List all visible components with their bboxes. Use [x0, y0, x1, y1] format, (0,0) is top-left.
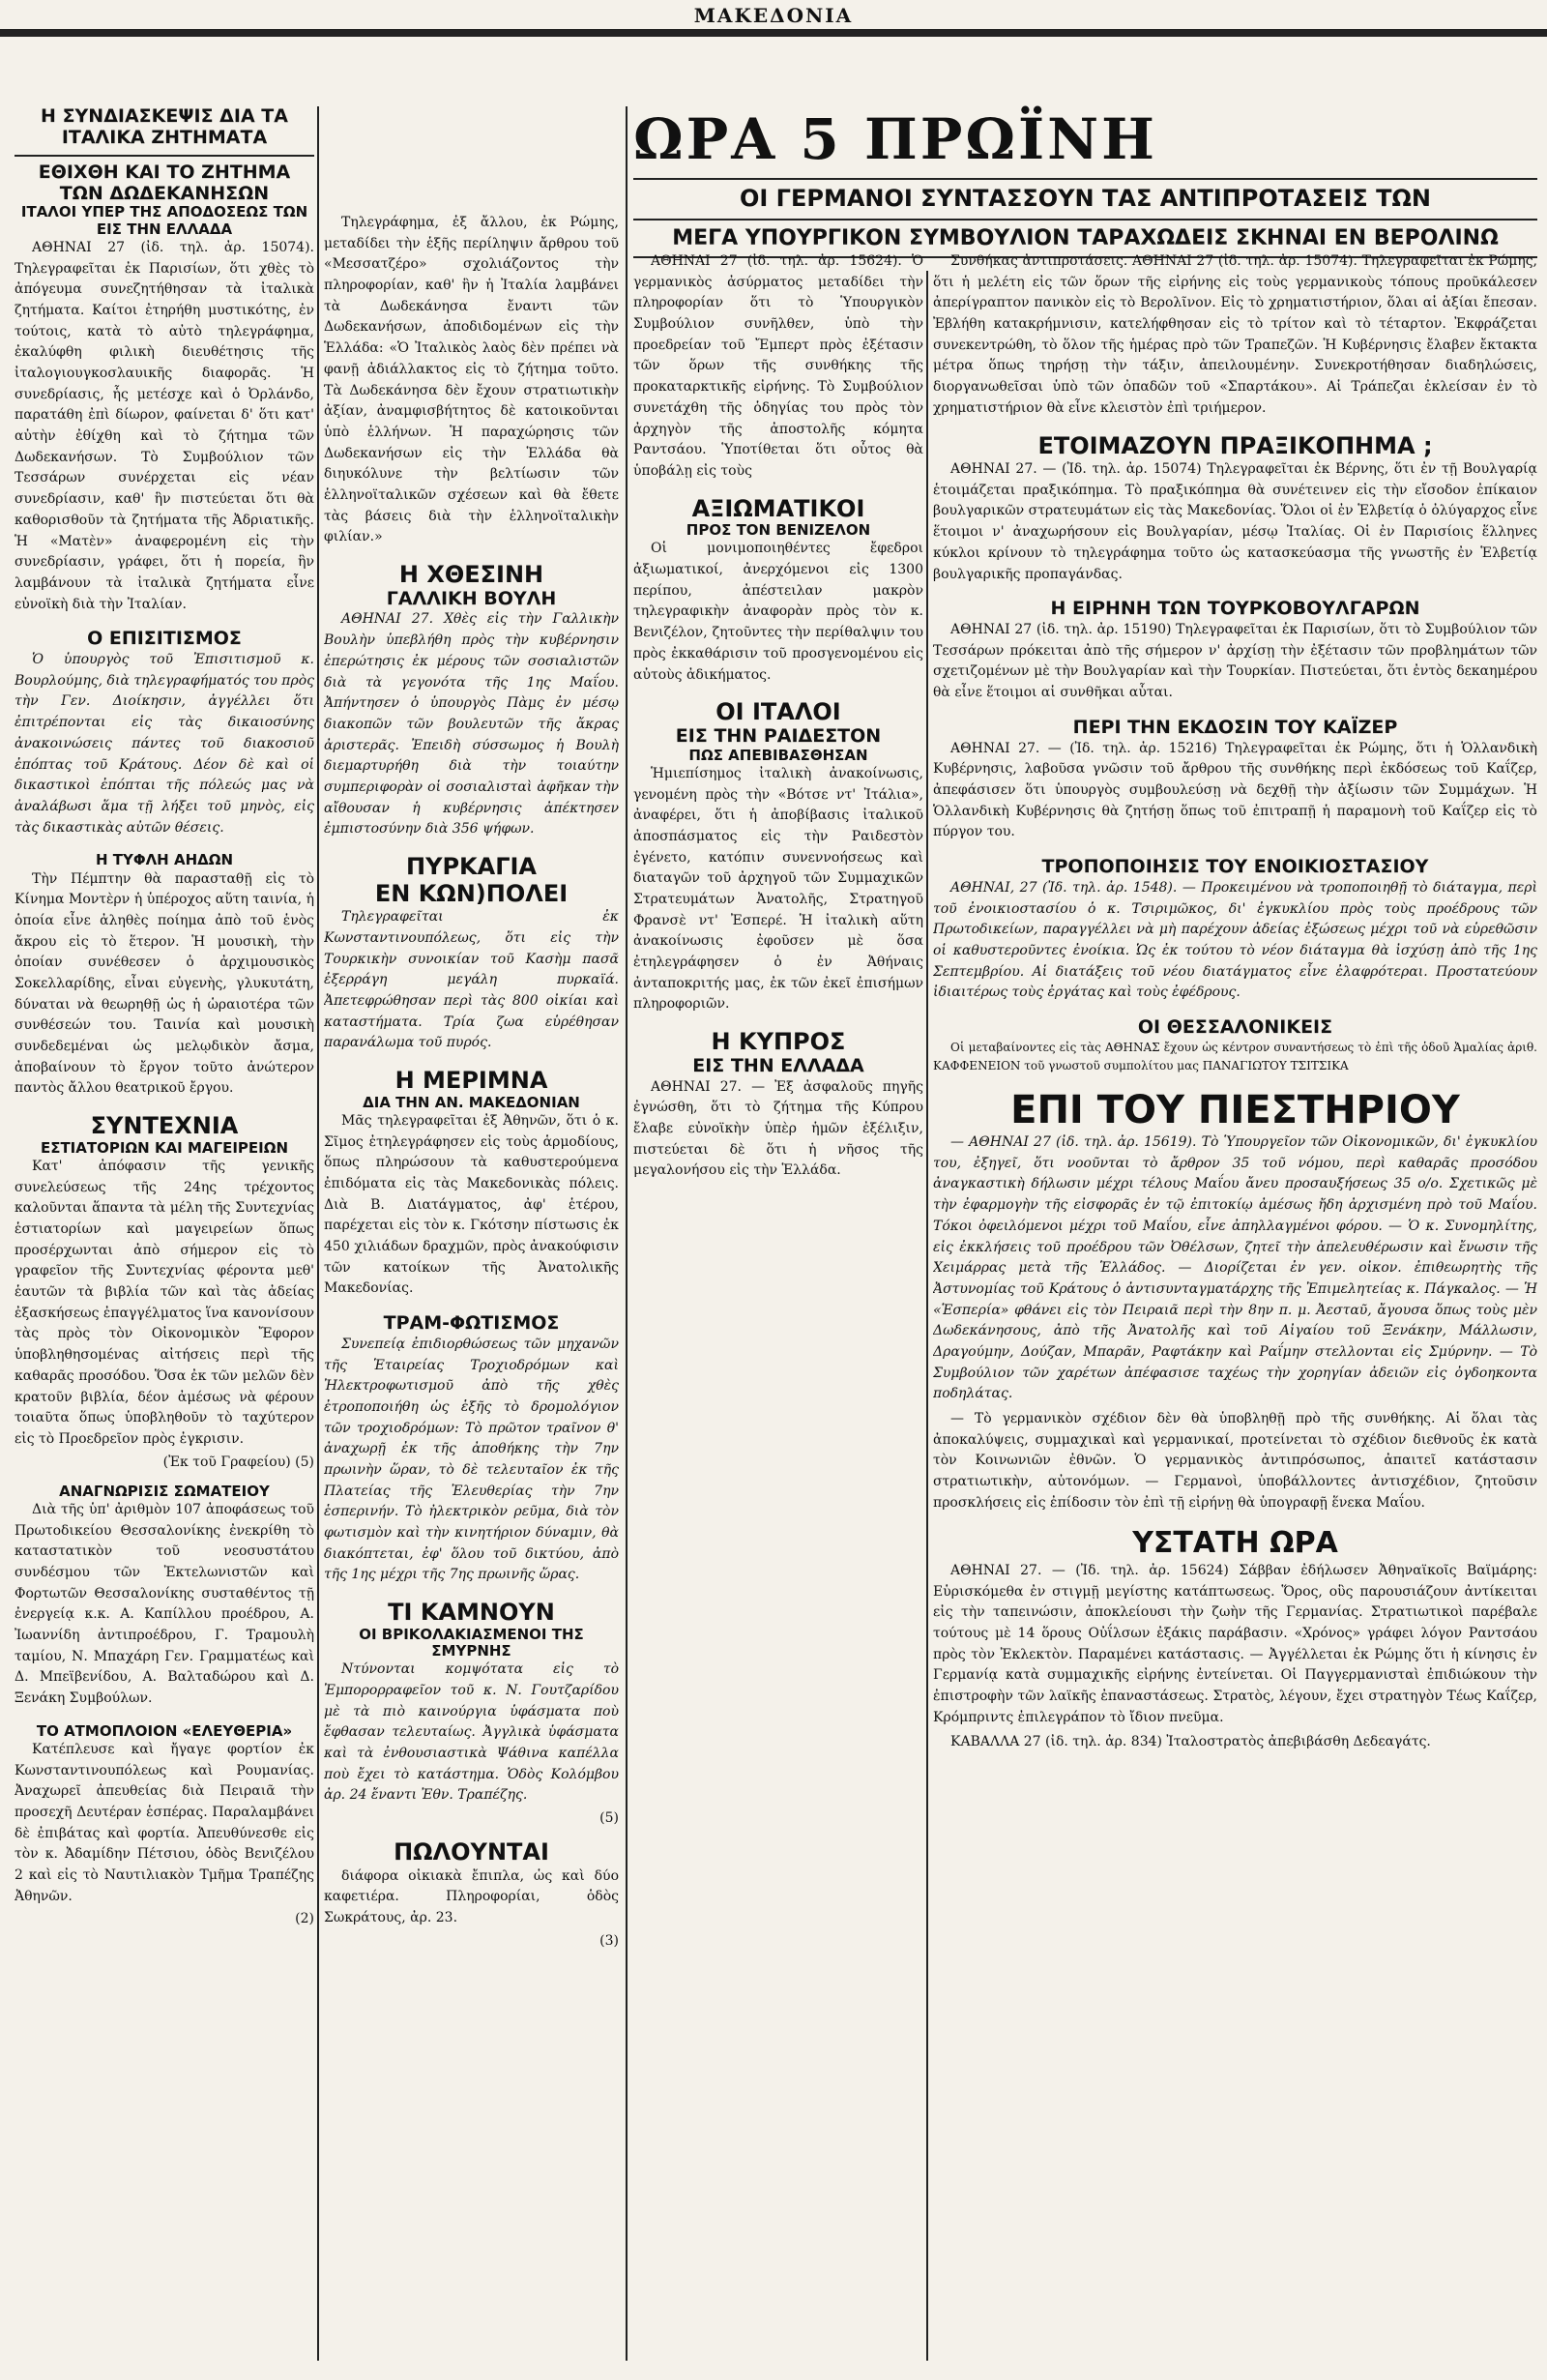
article-tropop	[933, 857, 1537, 1004]
headline: ΠΕΡΙ ΤΗΝ ΕΚΔΟΣΙΝ ΤΟΥ ΚΑΪΖΕΡ	[1072, 716, 1398, 738]
headline: ΠΩΛΟΥΝΤΑΙ	[394, 1838, 549, 1866]
article-body: ΑΘΗΝΑΙ 27 (ἰδ. τηλ. ἀρ. 15074). Τηλεγραφεῖται ἐκ Παρισίων, ὅτι χθὲς τὸ ἀπόγευμα συνεζητήθησαν τὰ ἰταλικὰ ζητήματα. Καίτοι ἐτηρήθη μυστικότης, ἐν τούτοις, κατὰ τὸ αὐτὸ τηλεγράφημα, ἐκαλύφθη φιλικὴ διευθέτησις τῆς ἰταλογιουγκοσλαυικῆς διαφορᾶς. Ἡ συνεδρίασις, ἧς μετέσχε καὶ ὁ Ὀρλάνδο, παρατάθη ἐπὶ δίωρον, φαίνεται δ' ὅτι κατ' αὐτὴν ἐθίχθη καὶ τὸ ζήτημα τῶν Δωδεκανήσων. Τὸ Συμβούλιον τῶν Τεσσάρων συνέρχεται εἰς νέαν συνεδρίασιν, καθ' ἣν πιστεύεται ὅτι θὰ καθορισθοῦν τὰ ζητήματα τῆς Ἀδριατικῆς. Ἡ «Ματὲν» ἀναφερομένη εἰς τὴν συνεδρίασιν, γράφει, ὅτι ἡ πορεία, ἣν λαμβάνουν τὰ ἰταλικὰ ζητήματα εἶνε εὐνοϊκὴ διὰ τὴν Ἰταλίαν.	[15, 239, 314, 612]
article-body: Διὰ τῆς ὑπ' ἀριθμὸν 107 ἀποφάσεως τοῦ Πρωτοδικείου Θεσσαλονίκης ἐνεκρίθη τὸ καταστατικὸν τοῦ νεοσυστάτου συνδέσμου τῶν Ἐκτελωνιστῶν καὶ Φορτωτῶν Θεσσαλονίκης συσταθέντος τῇ ἐνεργείᾳ κ.κ. Α. Καπίλλου προέδρου, Α. Ἰωαννίδη ἀντιπροέδρου, Γ. Τραμουλὴ ταμίου, Ν. Μπαχάρη Γεν. Γραμματέως καὶ Δ. Μπεϊβενίδου, Α. Βαλταδώρου καὶ Δ. Ξενάκη Συμβούλων.	[15, 1501, 314, 1706]
article-merimna	[324, 1068, 619, 1300]
column-3	[633, 106, 923, 2361]
subheadline: ΕΣΤΙΑΤΟΡΙΩΝ ΚΑΙ ΜΑΓΕΙΡΕΙΩΝ	[40, 1138, 289, 1157]
article-etoim	[933, 433, 1537, 586]
article-atmoploion	[15, 1723, 314, 1927]
article-body: Τὴν Πέμπτην θὰ παρασταθῇ εἰς τὸ Κίνημα Μοντὲρν ἡ ὑπέροχος αὕτη ταινία, ἡ ὁποία εἶνε ἀληθὲς ποίημα ἀπὸ τοῦ ἑνὸς ἄκρου εἰς τὸ ἕτερον. Ἡ μουσικὴ, τὴν ὁποίαν συνέθεσεν ὁ ἀρχιμουσικὸς Σοκελλαρίδης, εἶναι εὐγενὴς, γλυκυτάτη, δύναται νὰ θεωρηθῇ ὡς ἡ ὡραιοτέρα τῶν συνθέσεών του. Ταινία καὶ μουσικὴ συνδεδεμέναι ὡς μελῳδικὸν ἄσμα, ἀποβαίνουν τὸ ἔργον τοῦτο ἀνώτερον παντὸς ἄλλου θεατρικοῦ ἔργου.	[15, 870, 314, 1097]
headline: Ο ΕΠΙΣΙΤΙΣΜΟΣ	[87, 628, 242, 650]
headline: ΤΙ ΚΑΜΝΟΥΝ	[388, 1599, 555, 1627]
article-body: Τηλεγράφημα, ἐξ ἄλλου, ἐκ Ρώμης, μεταδίδει τὴν ἑξῆς περίληψιν ἄρθρου τοῦ «Μεσσατζέρο» σχολιάζοντος τὴν πληροφορίαν, καθ' ἣν ἡ Ἰταλία λαμβάνει τὰ Δωδεκάνησα ἔναντι τῶν Δωδεκανήσων, ἀποδιδομένων εἰς τὴν Ἑλλάδα: «Ὁ Ἰταλικὸς λαὸς δὲν πρέπει νὰ φανῇ ἀδιάλλακτος εἰς τὸ ζήτημα τοῦτο. Τὰ Δωδεκάνησα δὲν ἔχουν στρατιωτικὴν ἀξίαν, ἀναμφισβήτητος δὲ κατοικοῦνται ὑπὸ ἑλλήνων. Ἡ παραχώρησις τῶν Δωδεκανήσων εἰς τὴν Ἑλλάδα θὰ διηυκόλυνε τὴν βελτίωσιν τῶν ἑλληνοϊταλικῶν σχέσεων καὶ θὰ ἔθετε τὰς βάσεις διὰ τὴν ἑλληνοϊταλικὴν φιλίαν.»	[324, 215, 619, 545]
article-body: Κατέπλευσε καὶ ἤγαγε φορτίον ἐκ Κωνσταντινουπόλεως καὶ Ρουμανίας. Ἀναχωρεῖ ἀπευθείας διὰ Πειραιᾶ τὴν προσεχῆ Δευτέραν ἑσπέρας. Παραλαμβάνει δὲ ἐπιβάτας καὶ φορτία. Ἀπευθύνεσθε εἰς τὸν κ. Ἀδαμίδην Πέτσιου, ὁδὸς Βενιζέλου 2 καὶ εἰς τὸ Ναυτιλιακὸν Τμῆμα Τραπέζης Ἀθηνῶν.	[15, 1741, 314, 1904]
headline: Η ΧΘΕΣΙΝΗ	[398, 561, 544, 588]
subheadline: ΓΑΛΛΙΚΗ ΒΟΥΛΗ	[386, 587, 557, 609]
column-4	[933, 106, 1537, 2361]
article-axiom	[633, 496, 923, 687]
article-body: ΑΘΗΝΑΙ 27. Χθὲς εἰς τὴν Γαλλικὴν Βουλὴν ὑπεβλήθη πρὸς τὴν κυβέρνησιν ἐπερώτησις ἐκ μέρους τῶν σοσιαλιστῶν διὰ τὰ γεγονότα τῆς 1ης Μαΐου. Ἀπήντησεν ὁ ὑπουργὸς Πὰμς ἐν μέσῳ διακοπῶν τῶν βουλευτῶν τῆς ἄκρας ἀριστερᾶς. Ἐπειδὴ σύσσωμος ἡ Βουλὴ διεμαρτυρήθη διὰ τὴν τοιαύτην συμπεριφορὰν οἱ σοσιαλισταὶ ἀφῆκαν τὴν αἴθουσαν ἡ κυβέρνησις ἀπέκτησεν ἐμπιστοσύνην διὰ 356 ψήφων.	[324, 611, 619, 837]
article-anagnor	[15, 1484, 314, 1710]
article-syntexnia	[15, 1113, 314, 1469]
subheadline: ΙΤΑΛΟΙ ΥΠΕΡ ΤΗΣ ΑΠΟΔΟΣΕΩΣ ΤΩΝ ΕΙΣ ΤΗΝ ΕΛΛΑΔΑ	[20, 203, 308, 238]
headline: Η ΚΥΠΡΟΣ	[711, 1028, 846, 1056]
headline: ΟΙ ΘΕΣΣΑΛΟΝΙΚΕΙΣ	[1137, 1016, 1333, 1039]
subheadline: ΟΙ ΒΡΙΚΟΛΑΚΙΑΣΜΕΝΟΙ ΤΗΣ ΣΜΥΡΝΗΣ	[359, 1625, 584, 1660]
column-rule-2	[626, 106, 628, 2361]
signature: (Ἐκ τοῦ Γραφείου) (5)	[162, 1454, 314, 1470]
article-body: ΑΘΗΝΑΙ 27. — (Ἰδ. τηλ. ἀρ. 15074) Τηλεγραφεῖται ἐκ Βέρνης, ὅτι ἐν τῇ Βουλγαρίᾳ ἑτοιμάζεται πραξικόπημα. Τὸ πραξικόπημα θὰ συνέτεινεν εἰς τὴν εἴσοδον ἐπίκαιον βουλγαρικῶν στρατευμάτων εἰς τὰς Μακεδονίας. Ὅλοι οἱ ἐν Ἑλβετίᾳ ὁ ὀλύγαρχος εἶνε ἕτοιμοι ν' ἀναχωρήσουν εἰς Βουλγαρίαν, μέσῳ Ἰταλίας. Οἱ ἐν Παρισίοις ἕλληνες κύκλοι κρίνουν τὸ τηλεγράφημα τοῦτο ὡς κατασκεύασμα τῆς γνωστῆς ἐν Ἑλβετίᾳ βουλγαρικῆς προπαγάνδας.	[933, 461, 1537, 582]
article-body: Οἱ μονιμοποιηθέντες ἔφεδροι ἀξιωματικοί, ἀνερχόμενοι εἰς 1300 περίπου, ἀπέστειλαν μακρὸν τηλεγραφικὴν ἀναφορὰν πρὸς τὸν κ. Βενιζέλον, ζητοῦντες τὴν περίθαλψιν του πρὸς ἐκκαθάρισιν τοῦ προσγενομένου εἰς αὐτοὺς ἀδικήματος.	[633, 541, 923, 683]
article-ypourgiko	[633, 251, 923, 483]
subheadline: ΕΙΣ ΤΗΝ ΡΑΙΔΕΣΤΟΝ	[675, 724, 882, 747]
column-1	[15, 106, 314, 2361]
headline: ΠΥΡΚΑΓΙΑ	[405, 853, 538, 880]
article-xthesini	[324, 562, 619, 840]
article-episitismos	[15, 629, 314, 838]
article-thess	[933, 1017, 1537, 1074]
headline: ΤΡΟΠΟΠΟΙΗΣΙΣ ΤΟΥ ΕΝΟΙΚΙΟΣΤΑΣΙΟΥ	[1041, 856, 1429, 878]
article-poloun	[324, 1839, 619, 1949]
article-body: — ΑΘΗΝΑΙ 27 (ἰδ. τηλ. ἀρ. 15619). Τὸ Ὑπουργεῖον τῶν Οἰκονομικῶν, δι' ἐγκυκλίου του, ἐξηγεῖ, ὅτι νοοῦνται τὸ ἄρθρον 35 τοῦ νόμου, περὶ καθαρᾶς προσόδου ἀναγκαστικὴ δήλωσιν μέχρι τέλους Μαΐου ἄνευ προσαυξήσεως 35 ο/ο. Σχετικῶς μὲ τὴν ἐφαρμογὴν τῆς εἰσφορᾶς ἐν τῷ ἐπιτοκίῳ ἀμέσως ἤδη ἀρχισμένη πρὸ τοῦ Μαΐου. Τόκοι ὀφειλόμενοι μέχρι τοῦ Μαΐου, εἶνε ἀπηλλαγμένοι φόρου. — Ὁ κ. Συνομηλίτης, εἰς ἐκκλήσεις τοῦ προέδρου τῶν Ὀθέλσων, ζητεῖ τὴν ἀπελευθέρωσιν καὶ ἔνωσιν τῆς Χειμάρρας μετὰ τῆς Ἑλλάδος. — Διορίζεται ἐν γεν. οἰκον. ἐπιθεωρητὴς τῆς Ἀστυνομίας τοῦ Κράτους ὁ ἀντισυνταγματάρχης τῆς Ἐπιμελητείας κ. Πάγκαλος. — Ἡ «Ἑσπερία» φθάνει εἰς τὸν Πειραιᾶ περὶ τὴν 8ην π. μ. Ἀεσταῦ, ἄγουσα ὅπως τοὺς μὲν Δωδεκάνησους, ἀπὸ τῆς Ἀνατολῆς καὶ τοῦ Αἰγαίου τοῦ Ξενάκην, Μάλλωσιν, Δραγούμην, Δούζαν, Μπαρᾶν, Ραφτάκην καὶ Ραΐμην στελλονται εἰς Σμύρνην. — Τὸ Συμβούλιον τῶν χαρέτων ἀπέφασισε ταχέως τὴν χορηγίαν ἀδειῶν εἰς ὀγδοηκοντα ποδηλάτας.	[933, 1134, 1537, 1402]
article-body: Μᾶς τηλεγραφεῖται ἐξ Ἀθηνῶν, ὅτι ὁ κ. Σῖμος ἐτηλεγράφησεν εἰς τοὺς ἁρμοδίους, ὅπως πληρώσουν τὰ καθυστερούμενα ἐπιδόματα εἰς τὰς Μακεδονικὰς πόλεις. Διὰ Β. Διατάγματος, ἀφ' ἑτέρου, παρέχεται εἰς τὸν κ. Γκότσην πίστωσις ἐκ 450 χιλιάδων δραχμῶν, πρὸς ἀνακούφισιν τῶν κατοίκων τῆς Ἀνατολικῆς Μακεδονίας.	[324, 1112, 619, 1297]
rule	[15, 155, 314, 157]
masthead	[0, 0, 1547, 97]
column-rule-1	[317, 106, 319, 2361]
article-body: Οἱ μεταβαίνοντες εἰς τὰς ΑΘΗΝΑΣ ἔχουν ὡς κέντρον συναντήσεως τὸ ἐπὶ τῆς ὁδοῦ Ἀμαλίας ἀριθ. ΚΑΦΦΕΝΕΙΟΝ τοῦ γνωστοῦ συμπολίτου μας ΠΑΝΑΓΙΩΤΟΥ ΤΣΙΤΣΙΚΑ	[933, 1040, 1537, 1072]
headline: Η ΤΥΦΛΗ ΑΗΔΩΝ	[95, 851, 234, 869]
article-body: ΑΘΗΝΑΙ 27 (ἰδ. τηλ. ἀρ. 15190) Τηλεγραφεῖται ἐκ Παρισίων, ὅτι τὸ Συμβούλιον τῶν Τεσσάρων πρόκειται ἀπὸ τῆς σήμερον ν' ἀρχίσῃ τὴν ἐξέτασιν τῶν προβλημάτων τῶν σχετιζομένων μὲ τὴν Βουλγαρίαν καὶ τὴν Τουρκίαν. Πιστεύεται, ὅτι ἐντὸς δεκαημέρου θὰ εἶνε ἕτοιμοι αἱ συνθῆκαι αὗται.	[933, 622, 1537, 701]
article-body: ΑΘΗΝΑΙ 27. — (Ἰδ. τηλ. ἀρ. 15624) Σάββαν ἐδήλωσεν Ἀθηναϊκοῖς Βαϊμάρης: Εὑρισκόμεθα ἐν στιγμῇ μεγίστης κατάπτωσεως. Ὅρος, οὓς παρουσιάζουν ἀντίκειται εἰς τὴν ταπεινώσιν, ἀποκλείουσι τὴν ζωὴν τῆς Γερμανίας. Στρατιωτικοὶ παρέβαλε τούτους μὲ 14 ὅρους Οὐΐλσων ἐξάκις παράβασιν. «Χρόνος» γράφει λόγον Ραντσάου πρὸς τὸν Ἐκλεκτὸν. Παραμένει κατάστασις. — Ἀγγέλλεται ἐκ Ρώμης ὅτι ἡ κίνησις ἐν Γερμανίᾳ κατὰ συμμαχικῆς εἰρήνης ἐντείνεται. Οἱ Παγγερμανισταὶ ἐπιδιώκουν τὴν ἐπιστροφὴν τῶν λαϊκῆς ἐπαναστάσεως. Στρατὸς, λέγουν, ἔχει στρατηγὸν Τέως Καΐζερ, Κρόμπριντς ἐπιλεγράπον τὸ ἴδιον πνεῦμα.	[933, 1562, 1537, 1725]
article-piest	[933, 1088, 1537, 1513]
headline: ΤΡΑΜ-ΦΩΤΙΣΜΟΣ	[383, 1312, 560, 1335]
headline: Η ΜΕΡΙΜΝΑ	[394, 1067, 548, 1094]
article-ystati	[933, 1527, 1537, 1753]
headline: ΑΞΙΩΜΑΤΙΚΟΙ	[691, 494, 865, 522]
article-tikamnoun	[324, 1600, 619, 1826]
article-pyrkagia	[324, 854, 619, 1054]
article-kaizer	[933, 718, 1537, 843]
article-synd	[15, 106, 314, 615]
article-berlin-cont	[933, 251, 1537, 420]
article-body: Συνθήκας ἀντιπροτάσεις. ΑΘΗΝΑΙ 27 (ἰδ. τηλ. ἀρ. 15074). Τηλεγραφεῖται ἐκ Ρώμης, ὅτι ἡ μελέτη εἰς τῶν ὅρων τῆς εἰρήνης εἰς τοὺς γερμανικοὺς τόπους προῦκάλεσεν ἀπερίγραπτον πανικὸν εἰς τὸ Βερολῖνον. Εἰς τὸ χρηματιστήριον, ὅλαι αἱ ἀξίαι ἔπεσαν. Ἐβλήθη κατακρήμνισιν, κατελήφθησαν εἰς τὸ τρίτον καὶ τὸ τέταρτον. Ἐκφράζεται συνεκεντρώθη, τὸ ὅλον τῆς ἡμέρας πρὸ τῶν Τραπεζῶν. Ἡ Κυβέρνησις ἔλαβεν ἔκτακτα μέτρα ὅπως τηρήσῃ τὴν τάξιν, ἀπειλουμένην. Συνεκροτήθησαν διαδηλώσεις, διοργανωθεῖσαι ὑπὸ τῶν ὀπαδῶν τοῦ «Σπαρτάκου». Αἱ Τράπεζαι ἐκλείσαν ἐν τὸ χρηματιστήριον θὰ εἶνε κλειστὸν ἐπὶ τριήμερον.	[933, 253, 1537, 416]
ad-number: (2)	[295, 1911, 314, 1927]
article-body: ΑΘΗΝΑΙ, 27 (Ἰδ. τηλ. ἀρ. 1548). — Προκειμένου νὰ τροποποιηθῇ τὸ διάταγμα, περὶ τοῦ ἐνοικιοστασίου ὁ κ. Τσιριμῶκος, δι' ἐγκυκλίου πρὸς τοὺς προέδρους τῶν Πρωτοδικείων, παραγγέλλει νὰ μὴ παρέχουν ἀδείας ἐξώσεως μέχρι τοῦ νὰ εὑρεθῶσιν οἱ καθυστεροῦντες ἐνοίκια. Ὡς ἐκ τούτου τὸ νέον διάταγμα θὰ ἰσχύσῃ ἀπὸ τῆς 1ης Σεπτεμβρίου. Αἱ διατάξεις τοῦ νέου διατάγματος εἶνε ἐλαφρότεραι. Προστατεύουν ἰδιαιτέρως τοὺς ἐργάτας καὶ τοὺς ἐφέδρους.	[933, 879, 1537, 1001]
headline-2: ΕΘΙΧΘΗ ΚΑΙ ΤΟ ΖΗΤΗΜΑ ΤΩΝ ΔΩΔΕΚΑΝΗΣΩΝ	[38, 161, 291, 204]
article-eirini	[933, 599, 1537, 704]
article-body: Συνεπείᾳ ἐπιδιορθώσεως τῶν μηχανῶν τῆς Ἑταιρείας Τροχιοδρόμων καὶ Ἠλεκτροφωτισμοῦ ἀπὸ τῆς χθὲς ἐτροποποιήθη ὡς ἑξῆς τὸ δρομολόγιον τῶν τροχιοδρόμων: Τὸ πρῶτον τραῖνον θ' ἀναχωρῇ ἐκ τῆς ἀποθήκης τὴν 7ην πρωινὴν ὥραν, τὸ δὲ τελευταῖον ἐκ τῆς Πλατείας τῆς Ἐλευθερίας τὴν 7ην ἑσπερινήν. Τὸ ἠλεκτρικὸν ρεῦμα, διὰ τὸν φωτισμὸν καὶ τὴν κινητήριον δύναμιν, θὰ διακόπτεται, ἐφ' ὅλου τοῦ δικτύου, ἀπὸ τῆς 1ης μέχρι τῆς 7ης πρωινῆς ὥρας.	[324, 1336, 619, 1583]
headline: Η ΕΙΡΗΝΗ ΤΩΝ ΤΟΥΡΚΟΒΟΥΛΓΑΡΩΝ	[1050, 598, 1420, 620]
headline: Η ΣΥΝΔΙΑΣΚΕΨΙΣ ΔΙΑ ΤΑ ΙΤΑΛΙΚΑ ΖΗΤΗΜΑΤΑ	[41, 106, 288, 148]
article-body: ΑΘΗΝΑΙ 27 (ἰδ. τηλ. ἀρ. 15624). Ὁ γερμανικὸς ἀσύρματος μεταδίδει τὴν πληροφορίαν ὅτι τὸ Ὑπουργικὸν Συμβούλιον συνῆλθεν, ὑπὸ τὴν προεδρείαν τοῦ Ἔμπερτ πρὸς ἐξέτασιν τῶν ὅρων τῆς συνθήκης τῆς προκαταρκτικῆς εἰρήνης. Τὸ Συμβούλιον συνετάχθη τῆς ὁδηγίας του πρὸς τὸν ἀρχηγὸν τῆς ἀποστολῆς κόμητα Ραντσάου. Ὑποτίθεται ὅτι οὗτος θὰ ὑποβάλῃ εἰς τοὺς	[633, 253, 923, 479]
ad-number: (3)	[599, 1932, 619, 1949]
subheadline: ΕΙΣ ΤΗΝ ΕΛΛΑΔΑ	[692, 1054, 864, 1076]
subheadline: ΠΡΟΣ ΤΟΝ ΒΕΝΙΖΕΛΟΝ	[686, 521, 871, 540]
article-body: Ἡμιεπίσημος ἰταλικὴ ἀνακοίνωσις, γενομένη πρὸς τὴν «Βότσε ντ' Ἰτάλια», ἀναφέρει, ὅτι ἡ ἀποβίβασις ἰταλικοῦ ἀποσπάσματος εἰς τὴν Ραιδεστὸν ἐγένετο, κατόπιν συνεννοήσεως καὶ διαταγῶν τοῦ ἀρχηγοῦ τῶν Συμμαχικῶν Στρατευμάτων Ἀνατολῆς, Στρατηγοῦ Φρανσὲ ντ' Ἐσπερέ. Ἡ ἰταλικὴ αὕτη ἀνακοίνωσις ἐφοῦσεν μὲ ὅσα ἐτηλεγράφησεν ὁ ἐν Ἀθήναις ἀνταποκριτής μας, ἐκ τῶν ἐκεῖ ἐπισήμων πληροφοριῶν.	[633, 765, 923, 1013]
headline: ΥΣΤΑΤΗ ΩΡΑ	[1132, 1526, 1338, 1561]
banner-subtitle: ΟΙ ΓΕΡΜΑΝΟΙ ΣΥΝΤΑΣΣΟΥΝ ΤΑΣ ΑΝΤΙΠΡΟΤΑΣΕΙΣ ΤΩΝ	[739, 185, 1432, 212]
article-tram	[324, 1313, 619, 1586]
article-body: Ντύνονται κομψότατα εἰς τὸ Ἐμπορορραφεῖον τοῦ κ. Ν. Γουτζαρίδου μὲ τὰ πιὸ καινούργια ὑφάσματα ποὺ ἔφθασαν τελευταίως. Ἀγγλικὰ ὑφάσματα καὶ τὰ ἐνθουσιαστικὰ Ψάθινα καπέλλα ποὺ ἔχει τὸ κατάστημα. Ὁδὸς Κολόμβου ἀρ. 24 ἔναντι Ἐθν. Τραπέζης.	[324, 1661, 619, 1804]
banner-title: ΩΡΑ 5 ΠΡΩΪΝΗ	[633, 106, 1157, 172]
column-rule-3	[926, 271, 928, 2361]
article-body-2: — Τὸ γερμανικὸν σχέδιον δὲν θὰ ὑποβληθῇ πρὸ τῆς συνθήκης. Αἱ ὅλαι τὰς ἀποκαλύψεις, συμμαχικαὶ καὶ γερμανικαί, προτείνεται τὸ σχέδιον διεθνοῦς ἐκ κατὰ τὸν Κοινωνιῶν ἐθνῶν. Ὁ γερμανικὸς ἀντιπρόσωπος, ἀπαιτεῖ κατάστασιν στρατιωτικὴν, αὐτονόμων. — Γερμανοὶ, ὑποβάλλοντες ἀντισχέδιον, ζητοῦσιν προσκλήσεις εἰς ἐπίδοσιν τὸν ἐπὶ τῇ εἰρήνῃ θὰ ὑπογραφῇ ἕνεκα Μαΐου.	[933, 1411, 1537, 1511]
article-body: Ὁ ὑπουργὸς τοῦ Ἐπισιτισμοῦ κ. Βουρλούμης, διὰ τηλεγραφήματός του πρὸς τὴν Γεν. Διοίκησιν, ἀγγέλλει ὅτι ἐπιτρέπονται εἰς τὰς δικαιοσύνης ἀνακοινώσεις πάντες τοῦ διακοσιοῦ ἐπόπτας τοῦ Κράτους. Δέον δὲ καὶ οἱ δικαστικοὶ ἐπόπται τῆς πόλεώς μας νὰ ἀναλάβωσι ἅμα τῇ λήξει τοῦ μηνὸς, εἰς τὰς δικαστικὰς αὐτῶν θέσεις.	[15, 652, 314, 836]
article-body: διάφορα οἰκιακὰ ἔπιπλα, ὡς καὶ δύο καφετιέρα. Πληροφορίαι, ὁδὸς Σωκράτους, ἀρ. 23.	[324, 1867, 619, 1925]
headline: ΤΟ ΑΤΜΟΠΛΟΙΟΝ «ΕΛΕΥΘΕΡΙΑ»	[36, 1721, 293, 1740]
article-body: ΑΘΗΝΑΙ 27. — Ἐξ ἀσφαλοῦς πηγῆς ἐγνώσθη, ὅτι τὸ ζήτημα τῆς Κύπρου ἔλαβε εὐνοϊκὴν ὑπὲρ ἡμῶν ἐξέλιξιν, πιστεύεται δὲ ὅτι ἡ νῆσος τῆς μεγαλονήσου εἰς τὴν Ἑλλάδα.	[633, 1078, 923, 1179]
headline: ΑΝΑΓΝΩΡΙΣΙΣ ΣΩΜΑΤΕΙΟΥ	[59, 1482, 270, 1500]
article-synd-cont	[324, 213, 619, 548]
article-italoi	[633, 699, 923, 1015]
headline: ΟΙ ΙΤΑΛΟΙ	[715, 698, 841, 726]
column-2	[324, 106, 619, 2361]
article-body: Τηλεγραφεῖται ἐκ Κωνσταντινουπόλεως, ὅτι εἰς τὴν Τουρκικὴν συνοικίαν τοῦ Κασὴμ πασᾶ ἐξερράγη μεγάλη πυρκαϊά. Ἀπετεφρώθησαν περὶ τὰς 800 οἰκίαι καὶ καταστήματα. Τρία ζωα εὑρέθησαν παρανάλωμα τοῦ πυρός.	[324, 909, 619, 1051]
ad-number: (5)	[599, 1810, 619, 1827]
article-tyfli	[15, 852, 314, 1100]
subheadline: ΕΝ ΚΩΝ)ΠΟΛΕΙ	[374, 879, 569, 907]
headline: ΕΤΟΙΜΑΖΟΥΝ ΠΡΑΞΙΚΟΠΗΜΑ ;	[1037, 431, 1433, 459]
subheadline: ΔΙΑ ΤΗΝ ΑΝ. ΜΑΚΕΔΟΝΙΑΝ	[363, 1093, 580, 1111]
article-body: ΑΘΗΝΑΙ 27. — (Ἰδ. τηλ. ἀρ. 15216) Τηλεγραφεῖται ἐκ Ρώμης, ὅτι ἡ Ὁλλανδικὴ Κυβέρνησις, λαβοῦσα γνῶσιν τοῦ ἄρθρου τῆς συνθήκης περὶ ἐκδόσεως τοῦ Καΐζερ, ἀπεφάσισεν ὅτι ὑπουργὸς συμβουλεύσῃ νὰ δεχθῇ τὴν ἀξίωσιν τῶν Συμμάχων. Ἡ Ὁλλανδικὴ Κυβέρνησις θὰ ζητήσῃ ὅπως τοῦ ἐπιτραπῇ ἡ παραμονὴ τοῦ Καΐζερ εἰς τὸ πύργον του.	[933, 740, 1537, 840]
banner-wide-headline: ΜΕΓΑ ΥΠΟΥΡΓΙΚΟΝ ΣΥΜΒΟΥΛΙΟΝ ΤΑΡΑΧΩΔΕΙΣ ΣΚΗΝΑΙ ΕΝ ΒΕΡΟΛΙΝΩ	[672, 225, 1499, 250]
paper-name: ΜΑΚΕΔΟΝΙΑ	[693, 4, 854, 27]
masthead-rule	[0, 29, 1547, 37]
subheadline-2: ΠΩΣ ΑΠΕΒΙΒΑΣΘΗΣΑΝ	[688, 746, 868, 764]
article-body-2: ΚΑΒΑΛΛΑ 27 (ἰδ. τηλ. ἀρ. 834) Ἰταλοστρατὸς ἀπεβιβάσθη Δεδεαγάτς.	[950, 1734, 1431, 1750]
headline: ΕΠΙ ΤΟΥ ΠΙΕΣΤΗΡΙΟΥ	[1010, 1088, 1460, 1133]
article-kypros	[633, 1029, 923, 1182]
article-body: Κατ' ἀπόφασιν τῆς γενικῆς συνελεύσεως τῆς 24ης τρέχοντος καλοῦνται ἅπαντα τὰ μέλη τῆς Συντεχνίας ἑστιατορίων καὶ μαγειρείων ὅπως προσέρχωνται ἀπὸ σήμερον εἰς τὸ γραφεῖον τῆς Συντεχνίας φέροντα μεθ' ἑαυτῶν τὰ βιβλία τῶν καὶ τὰς ἀδείας ἐξασκήσεως ἐπαγγέλματος ἵνα κανονίσουν τὰς πρὸς τὸν Οἰκονομικὸν Ἔφορον ὑποβληθησομένας αἰτήσεις περὶ τῆς καθαρᾶς προσόδου. Ὅσα ἐκ τῶν μελῶν δὲν κρατοῦν βιβλία, δέον ἀμέσως νὰ φέρουν τοιαῦτα ὅπως ὑποβληθοῦν τὸ ταχύτερον εἰς τὸ Προεδρεῖον πρὸς ἐγκρισιν.	[15, 1158, 314, 1447]
headline: ΣΥΝΤΕΧΝΙΑ	[90, 1112, 239, 1140]
